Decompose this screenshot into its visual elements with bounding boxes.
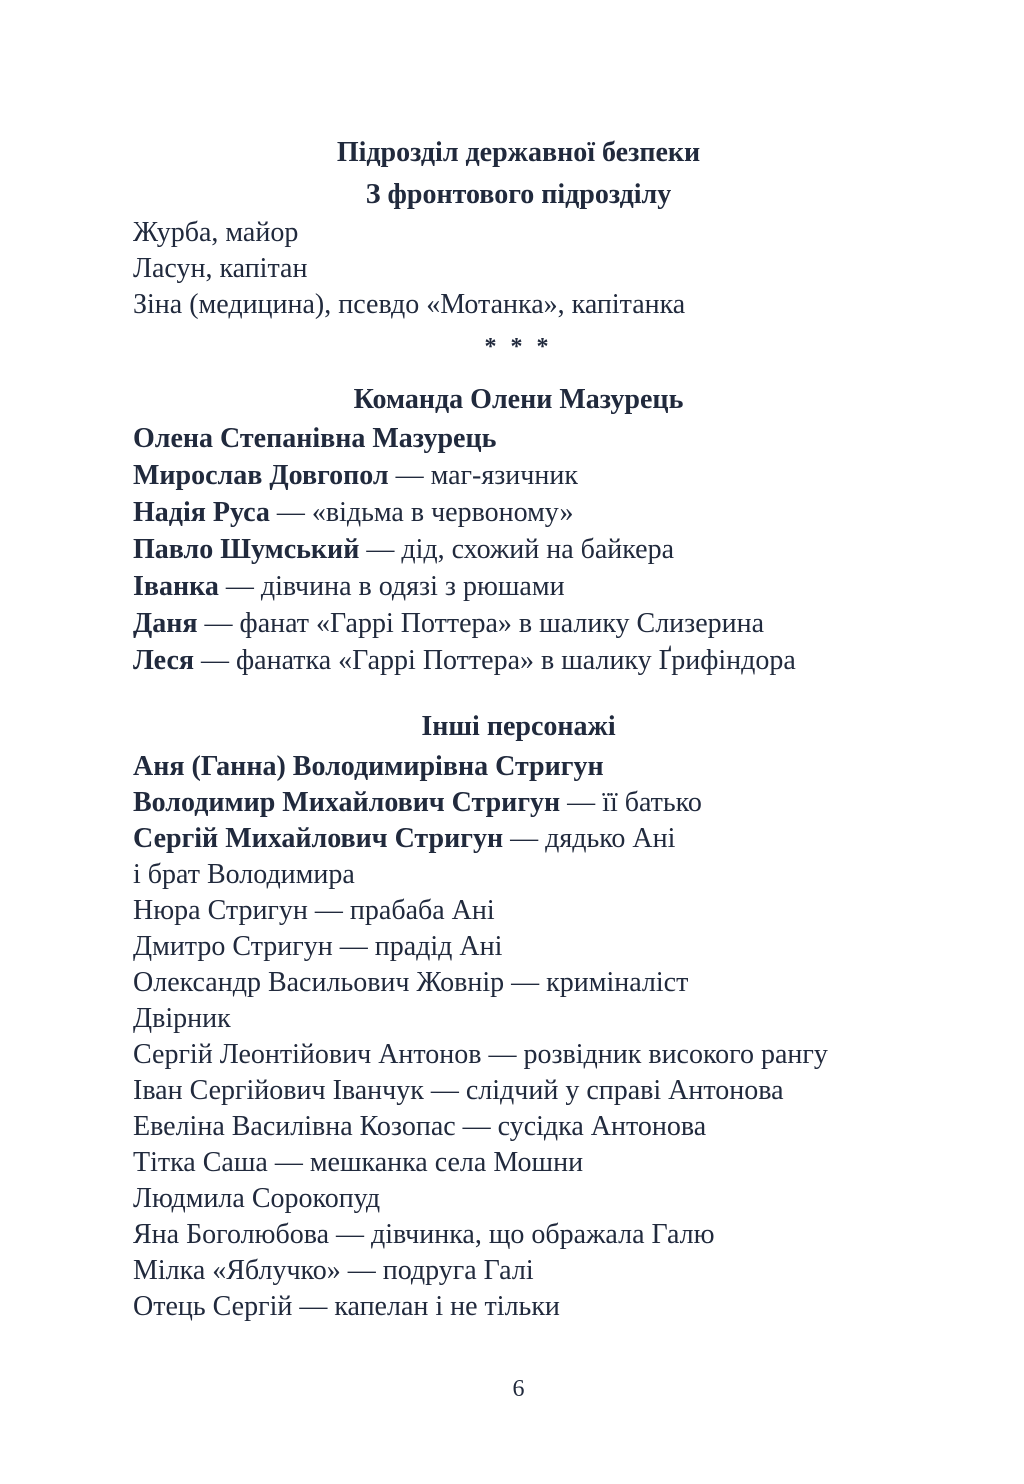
character-desc: Яна Боголюбова — дівчинка, що ображала Галю bbox=[133, 1219, 715, 1250]
character-line bbox=[133, 857, 904, 893]
character-desc: Людмила Сорокопуд bbox=[133, 1183, 381, 1214]
character-name: Мирослав Довгопол bbox=[133, 460, 389, 491]
character-line bbox=[133, 929, 904, 965]
character-line: Журба, майор bbox=[133, 217, 299, 248]
character-name: Олена Степанівна Мазурець bbox=[133, 423, 497, 454]
character-line bbox=[133, 1109, 904, 1145]
character-line bbox=[133, 531, 904, 568]
character-line bbox=[133, 1145, 904, 1181]
character-desc: — «відьма в червоному» bbox=[269, 497, 574, 528]
character-desc: — дівчина в одязі з рюшами bbox=[218, 571, 565, 602]
character-desc: і брат Володимира bbox=[133, 859, 355, 890]
character-line bbox=[133, 605, 904, 642]
character-name: Надія Руса bbox=[133, 497, 270, 528]
team-list bbox=[133, 420, 904, 679]
character-desc: — фанат «Гаррі Поттера» в шалику Слизерина bbox=[197, 608, 765, 639]
character-desc: Двірник bbox=[133, 1003, 231, 1034]
character-line bbox=[133, 965, 904, 1001]
character-name: Павло Шумський bbox=[133, 534, 360, 565]
character-line bbox=[133, 893, 904, 929]
character-line bbox=[133, 1289, 904, 1325]
heading-team-mazurets: Команда Олени Мазурець bbox=[353, 384, 684, 415]
character-desc: — її батько bbox=[560, 787, 702, 818]
heading-front-unit: З фронтового підрозділу bbox=[365, 179, 672, 210]
character-desc: Евеліна Василівна Козопас — сусідка Антонова bbox=[133, 1111, 707, 1142]
character-line bbox=[133, 457, 904, 494]
character-name: Володимир Михайлович Стригун bbox=[133, 787, 561, 818]
character-line bbox=[133, 1037, 904, 1073]
character-line bbox=[133, 420, 904, 457]
character-desc: — фанатка «Гаррі Поттера» в шалику Ґрифіндора bbox=[194, 645, 796, 676]
character-line bbox=[133, 785, 904, 821]
character-line bbox=[133, 568, 904, 605]
heading-other-characters: Інші персонажі bbox=[421, 711, 616, 742]
character-desc: — дід, схожий на байкера bbox=[359, 534, 675, 565]
character-desc: — маг-язичник bbox=[388, 460, 578, 491]
character-line bbox=[133, 1073, 904, 1109]
character-desc: Дмитро Стригун — прадід Ані bbox=[133, 931, 503, 962]
character-desc: Отець Сергій — капелан і не тільки bbox=[133, 1291, 560, 1322]
character-line bbox=[133, 1253, 904, 1289]
character-line bbox=[133, 494, 904, 531]
character-line: Зіна (медицина), псевдо «Мотанка», капітанка bbox=[133, 289, 686, 320]
character-desc: Тітка Саша — мешканка села Мошни bbox=[133, 1147, 584, 1178]
character-name: Даня bbox=[133, 608, 198, 639]
character-desc: Олександр Васильович Жовнір — криміналіст bbox=[133, 967, 689, 998]
asterisk-separator: * * * bbox=[484, 334, 553, 360]
other-characters-list bbox=[133, 749, 904, 1325]
character-name: Аня (Ганна) Володимирівна Стригун bbox=[133, 751, 604, 782]
character-line bbox=[133, 1181, 904, 1217]
page-number: 6 bbox=[512, 1376, 525, 1402]
character-name: Леся bbox=[133, 645, 195, 676]
character-desc: Мілка «Яблучко» — подруга Галі bbox=[133, 1255, 534, 1286]
character-desc: Іван Сергійович Іванчук — слідчий у справі Антонова bbox=[133, 1075, 784, 1106]
character-name: Іванка bbox=[133, 571, 219, 602]
character-line bbox=[133, 1217, 904, 1253]
character-name: Сергій Михайлович Стригун bbox=[133, 823, 504, 854]
heading-security-unit: Підрозділ державної безпеки bbox=[336, 137, 701, 168]
character-line bbox=[133, 821, 904, 857]
security-unit-list bbox=[133, 215, 904, 323]
character-line bbox=[133, 642, 904, 679]
character-line bbox=[133, 1001, 904, 1037]
character-desc: — дядько Ані bbox=[503, 823, 676, 854]
character-line: Ласун, капітан bbox=[133, 253, 308, 284]
character-desc: Сергій Леонтійович Антонов — розвідник високого рангу bbox=[133, 1039, 828, 1070]
character-desc: Нюра Стригун — прабаба Ані bbox=[133, 895, 495, 926]
character-line bbox=[133, 749, 904, 785]
